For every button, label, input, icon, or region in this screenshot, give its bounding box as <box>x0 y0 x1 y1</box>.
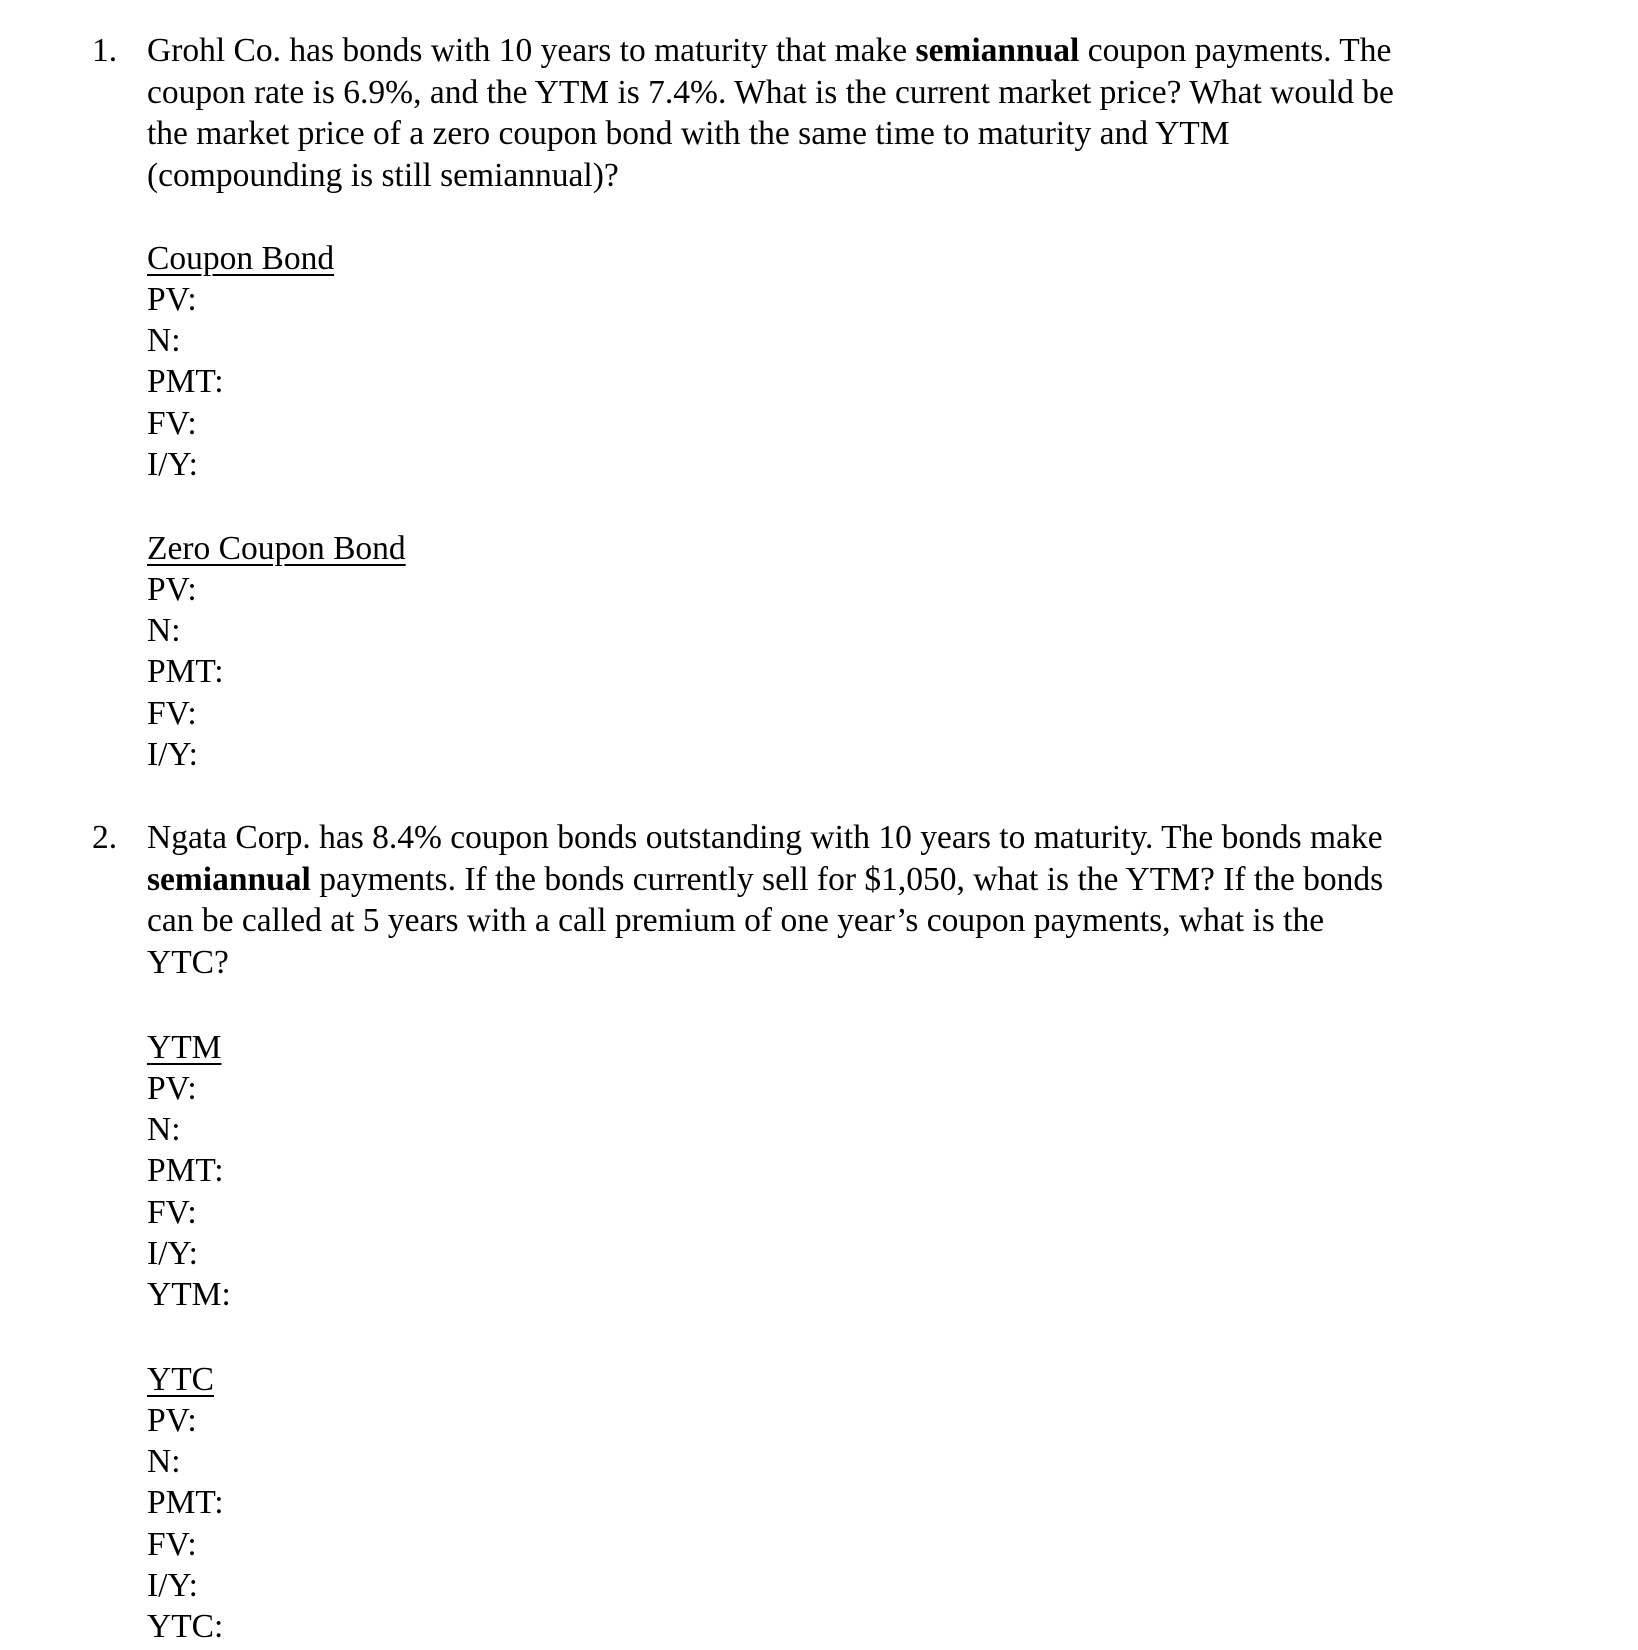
field-pv: PV: <box>147 1070 197 1107</box>
text-run: coupon payments. The <box>1079 32 1392 69</box>
field-n: N: <box>147 612 181 650</box>
question-line <box>147 155 1507 197</box>
field-n: N: <box>147 322 181 360</box>
section-ytc <box>147 1359 224 1647</box>
bold-text: semiannual <box>147 860 311 898</box>
field-fv: FV: <box>147 1193 197 1231</box>
field-ytm: YTM: <box>147 1275 231 1313</box>
field-n: N: <box>147 1111 181 1149</box>
question-line <box>147 942 1507 984</box>
question-line <box>147 859 1507 901</box>
field-fv: FV: <box>147 694 197 732</box>
question-line <box>147 113 1507 155</box>
field-n: N: <box>147 1443 181 1481</box>
field-iy: I/Y: <box>147 445 198 483</box>
section-title: YTM <box>147 1029 222 1066</box>
section-ytm <box>147 1027 231 1315</box>
section-zero-coupon-bond <box>147 528 406 775</box>
field-pmt: PMT: <box>147 363 224 401</box>
question-line <box>147 30 1507 72</box>
section-title: Coupon Bond <box>147 240 335 277</box>
question-line <box>147 900 1507 942</box>
bold-text: semiannual <box>915 32 1080 69</box>
text-run: can be called at 5 years with a call premium of one year’s coupon payments, what is the <box>147 902 1325 939</box>
section-title: YTC <box>147 1361 214 1398</box>
section-title: Zero Coupon Bond <box>147 530 406 567</box>
field-fv: FV: <box>147 1525 197 1563</box>
field-iy: I/Y: <box>147 1566 198 1604</box>
section-coupon-bond <box>147 238 334 485</box>
question-number: 1. <box>92 32 118 69</box>
text-run: the market price of a zero coupon bond with the same time to maturity and YTM <box>147 115 1230 152</box>
text-run: YTC? <box>147 943 229 981</box>
text-run: payments. If the bonds currently sell for $1,050, what is the YTM? If the bonds <box>310 860 1384 898</box>
question-line <box>147 72 1507 114</box>
text-run: Grohl Co. has bonds with 10 years to maturity that make <box>147 32 916 69</box>
field-pmt: PMT: <box>147 1484 224 1522</box>
question-number: 2. <box>92 819 118 856</box>
field-pv: PV: <box>147 571 197 608</box>
text-run: Ngata Corp. has 8.4% coupon bonds outstanding with 10 years to maturity. The bonds make <box>147 819 1383 856</box>
text-run: (compounding is still semiannual)? <box>147 156 619 194</box>
text-run: coupon rate is 6.9%, and the YTM is 7.4%. What is the current market price? What would be <box>147 73 1394 111</box>
field-pmt: PMT: <box>147 1152 224 1190</box>
field-iy: I/Y: <box>147 1234 198 1272</box>
field-fv: FV: <box>147 404 197 442</box>
field-pv: PV: <box>147 1402 197 1439</box>
field-ytc: YTC: <box>147 1607 224 1645</box>
question-line <box>147 817 1507 859</box>
field-pmt: PMT: <box>147 653 224 691</box>
question-text <box>147 817 1507 983</box>
field-iy: I/Y: <box>147 735 198 773</box>
field-pv: PV: <box>147 281 197 318</box>
question-text <box>147 30 1507 196</box>
